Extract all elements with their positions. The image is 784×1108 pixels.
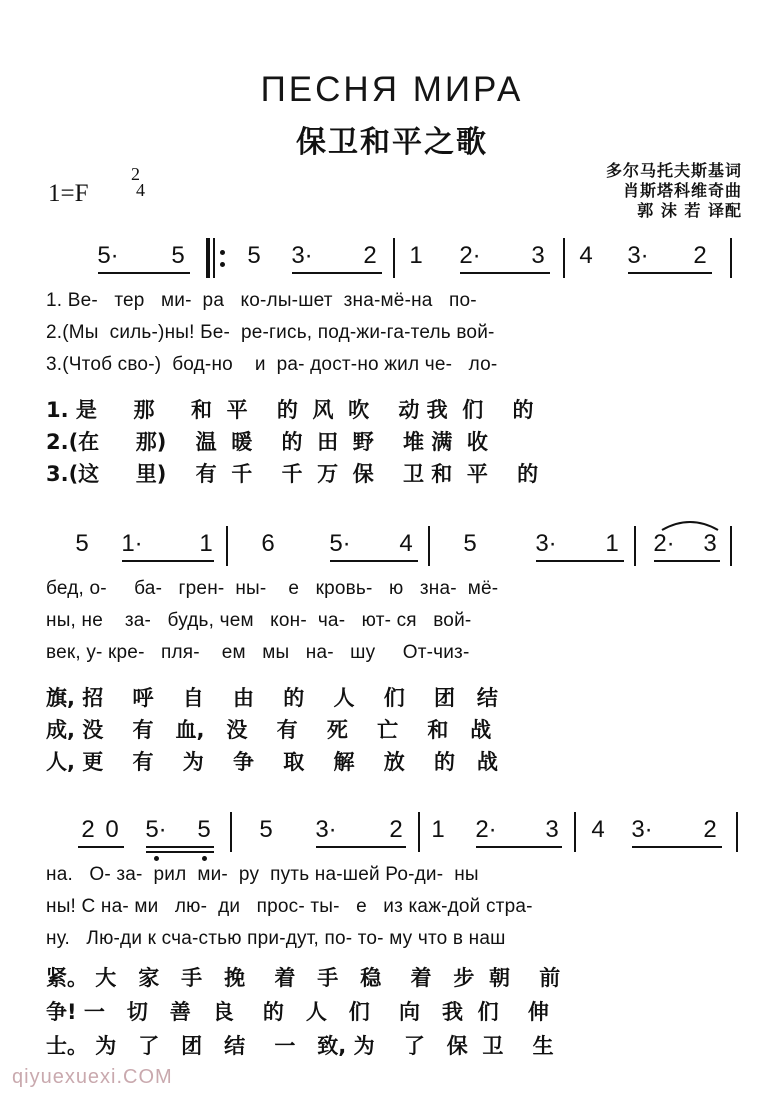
lyric-line-zh-1: 1. 是 那 和 平 的 风 吹 动 我 们 的 [46,398,534,422]
barline [574,812,576,852]
lyric-line-zh-1: 紧。 大 家 手 挽 着 手 稳 着 步 朝 前 [46,966,561,990]
lyric-line-ru-2: 2.(Мы силь-)ны! Бе- ре-гись, под-жи-га-тель вой- [46,322,495,343]
note: 3 [531,242,545,269]
note: 1 [431,816,445,843]
note: 5 [463,530,477,557]
lyric-line-zh-2: 成, 没 有 血, 没 有 死 亡 和 战 [46,718,492,742]
barline [634,526,636,566]
barline [418,812,420,852]
note: 3· [627,242,649,269]
note: 5 [75,530,89,557]
note: 3· [631,816,653,843]
watermark: qiyuexuexi.COM [12,1066,173,1088]
note: 3· [535,530,557,557]
note: 3 [545,816,559,843]
barline [393,238,395,278]
time-signature-top: 2 [131,164,140,184]
duration-underline [536,560,624,562]
note: 5 [259,816,273,843]
title-russian: ПЕСНЯ МИРА [260,70,524,109]
duration-underline [146,846,214,848]
lower-octave-dot [154,856,159,861]
time-signature-bottom: 4 [136,180,145,200]
note: 5· [97,242,119,269]
note: 2 [693,242,707,269]
barline [736,812,738,852]
lyric-line-ru-1: 1. Ве- тер ми- ра ко-лы-шет зна-мё-на по- [46,290,477,311]
lyric-line-ru-1: на. О- за- рил ми- ру путь на-шей Ро-ди- ны [46,864,479,885]
lower-octave-dot [202,856,207,861]
duration-underline [628,272,712,274]
lyric-line-ru-3: век, у- кре- пля- ем мы на- шу От-чиз- [46,642,470,663]
barline [226,526,228,566]
barline [563,238,565,278]
credit-translator: 郭 沫 若 译配 [637,201,742,220]
lyric-line-ru-3: ну. Лю-ди к сча-стью при-дут, по- то- му что в наш [46,928,506,949]
duration-underline [476,846,562,848]
notation-line [0,526,784,566]
barline [730,526,732,566]
note: 2· [475,816,497,843]
note: 3· [291,242,313,269]
note: 4 [399,530,413,557]
note: 5· [329,530,351,557]
notation-line [0,812,784,852]
note: 5 [247,242,261,269]
barline [730,238,732,278]
note: 1 [199,530,213,557]
note: 5· [145,816,167,843]
duration-underline [632,846,722,848]
note: 2 [363,242,377,269]
key-signature: 1=F [48,180,89,207]
credit-lyricist: 多尔马托夫斯基词 [605,161,742,180]
notation-line [0,238,784,278]
lyric-line-ru-1: бед, о- ба- грен- ны- е кровь- ю зна- мё- [46,578,499,599]
lyric-line-ru-2: ны, не за- будь, чем кон- ча- ют- ся вой- [46,610,472,631]
duration-underline [146,851,214,853]
note: 1 [409,242,423,269]
note: 0 [105,816,119,843]
note: 4 [591,816,605,843]
duration-underline [316,846,406,848]
lyric-line-zh-1: 旗, 招 呼 自 由 的 人 们 团 结 [46,686,498,710]
lyric-line-zh-3: 3.(这 里) 有 千 千 万 保 卫 和 平 的 [46,462,539,486]
note: 1· [121,530,143,557]
note: 2 [389,816,403,843]
lyric-line-ru-2: ны! С на- ми лю- ди прос- ты- е из каж-дой стра- [46,896,533,917]
duration-underline [122,560,214,562]
duration-underline [98,272,190,274]
note: 3· [315,816,337,843]
note: 2 [703,816,717,843]
note: 2· [653,530,675,557]
tie-slur [660,518,720,532]
note: 5 [197,816,211,843]
note: 5 [171,242,185,269]
note: 6 [261,530,275,557]
barline [428,526,430,566]
title-chinese: 保卫和平之歌 [296,125,488,160]
note: 1 [605,530,619,557]
duration-underline [292,272,382,274]
lyric-line-zh-3: 人, 更 有 为 争 取 解 放 的 战 [46,750,498,774]
duration-underline [460,272,550,274]
time-signature [126,166,145,198]
barline [230,812,232,852]
lyric-line-zh-2: 2.(在 那) 温 暖 的 田 野 堆 满 收 [46,430,488,454]
lyric-line-zh-2: 争! 一 切 善 良 的 人 们 向 我 们 伸 [46,1000,549,1024]
note: 3 [703,530,717,557]
note: 2 [81,816,95,843]
lyric-line-ru-3: 3.(Чтоб сво-) бод-но и ра- дост-но жил че- ло- [46,354,498,375]
lyric-line-zh-3: 士。 为 了 团 结 一 致, 为 了 保 卫 生 [46,1034,554,1058]
note: 4 [579,242,593,269]
duration-underline [78,846,124,848]
duration-underline [330,560,418,562]
note: 2· [459,242,481,269]
credit-composer: 肖斯塔科维奇曲 [622,181,742,200]
duration-underline [654,560,720,562]
